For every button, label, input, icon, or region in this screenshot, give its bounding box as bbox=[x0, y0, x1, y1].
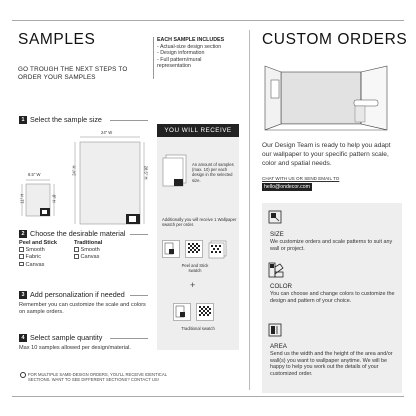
receive-samples-text: An amount of samples (max. 10) per each design in the selected size. bbox=[192, 162, 234, 183]
email-text: hello@ondecor.com bbox=[264, 184, 310, 190]
small-height-label: 11" H bbox=[19, 193, 25, 204]
checkbox[interactable] bbox=[19, 247, 24, 252]
material-traditional-column bbox=[74, 240, 102, 262]
stacked-samples-icon bbox=[162, 153, 188, 187]
window-icon bbox=[271, 80, 279, 98]
material-option[interactable]: Canvas bbox=[74, 254, 102, 261]
chat-label: CHAT WITH US OR SEND EMAIL TO bbox=[262, 176, 340, 181]
step3-rule bbox=[130, 295, 148, 296]
area-icon bbox=[268, 323, 282, 337]
traditional-swatch-label: Traditional swatch bbox=[181, 326, 215, 331]
step4-rule bbox=[110, 338, 148, 339]
material-option[interactable]: Canvas bbox=[19, 262, 57, 269]
material-option[interactable]: Smooth bbox=[19, 247, 57, 254]
material-peel-column bbox=[19, 240, 57, 269]
custom-intro: Our Design Team is ready to help you adapt our wallpaper to your specific pattern scale, color and spatial needs. bbox=[262, 142, 391, 167]
step3-text: Remember you can customize the scale and colors on sample orders. bbox=[19, 302, 146, 316]
small-width-label: 8.5" W bbox=[28, 172, 41, 177]
email-link[interactable] bbox=[262, 183, 312, 191]
footnote-icon bbox=[20, 372, 26, 378]
size-title: SIZE bbox=[270, 231, 284, 238]
samples-subtitle: GO TROUGH THE NEXT STEPS TO ORDER YOUR SAMPLES bbox=[18, 66, 128, 81]
sample-size-diagram bbox=[12, 125, 152, 230]
color-icon bbox=[268, 262, 284, 278]
room-illustration bbox=[259, 64, 399, 132]
samples-title: SAMPLES bbox=[18, 31, 96, 48]
checkbox[interactable] bbox=[74, 254, 79, 259]
receive-swatch-text: Additionally you will receive 1 Wallpaper swatch per order. bbox=[162, 217, 237, 228]
includes-item: - Design information bbox=[157, 50, 205, 57]
peel-swatch-icon bbox=[162, 240, 180, 258]
step4-text: Max 10 samples allowed per design/material. bbox=[19, 345, 131, 351]
step3-title bbox=[19, 290, 125, 299]
plus-sign: + bbox=[190, 280, 196, 290]
step3-label: Add personalization if needed bbox=[30, 290, 125, 299]
step1-number: 1 bbox=[19, 116, 27, 124]
small-height2-label: 8" H bbox=[51, 194, 57, 203]
large-height-label: 24" H bbox=[71, 165, 77, 176]
color-text: You can choose and change colors to customize the design and pattern of your choice. bbox=[270, 291, 395, 304]
size-icon bbox=[268, 210, 282, 224]
wallpaper-roll bbox=[354, 100, 378, 106]
peel-heading: Peel and Stick bbox=[19, 240, 57, 246]
step1-rule bbox=[110, 120, 148, 121]
checkbox[interactable] bbox=[74, 247, 79, 252]
includes-item: - Full pattern/mural representation bbox=[157, 56, 202, 70]
size-text: We customize orders and scale patterns to suit any wall or project. bbox=[270, 239, 393, 252]
step3-number: 3 bbox=[19, 291, 27, 299]
checkbox[interactable] bbox=[19, 262, 24, 267]
step2-label: Choose the desirable material bbox=[30, 229, 126, 238]
top-rule bbox=[12, 20, 404, 21]
column-divider bbox=[249, 30, 250, 390]
step4-label: Select sample quantity bbox=[30, 333, 103, 342]
step1-title bbox=[19, 115, 102, 124]
receive-heading: YOU WILL RECEIVE bbox=[164, 127, 232, 134]
step4-number: 4 bbox=[19, 334, 27, 342]
step2-number: 2 bbox=[19, 230, 27, 238]
peel-swatch-label: Peel and Stick swatch bbox=[181, 263, 209, 274]
area-title: AREA bbox=[270, 343, 287, 350]
area-text: Send us the width and the height of the area and/or wall(s) you want to wallpaper anytime. We will be happy to help you work out the details of your customized order. bbox=[270, 351, 393, 377]
includes-item: - Actual-size design section bbox=[157, 43, 222, 50]
includes-divider bbox=[153, 37, 154, 79]
custom-title: CUSTOM ORDERS bbox=[262, 31, 408, 48]
peel-pattern-icon bbox=[185, 240, 203, 258]
large-height2-label: 28.5" H bbox=[143, 165, 149, 180]
step2-title bbox=[19, 229, 126, 238]
bottom-rule bbox=[12, 396, 404, 397]
step1-label: Select the sample size bbox=[30, 115, 102, 124]
step2-rule bbox=[130, 234, 148, 235]
material-option[interactable]: Smooth bbox=[74, 247, 102, 254]
color-title: COLOR bbox=[270, 283, 293, 290]
traditional-swatch-icon bbox=[173, 303, 191, 321]
large-sample-sheet bbox=[80, 142, 140, 224]
receive-heading-bar bbox=[157, 124, 239, 137]
traditional-pattern-icon bbox=[196, 303, 214, 321]
step4-title bbox=[19, 333, 102, 342]
traditional-heading: Traditional bbox=[74, 240, 103, 246]
includes-heading: EACH SAMPLE INCLUDES bbox=[157, 37, 225, 43]
footnote-text: FOR MULTIPLE SAME-DESIGN ORDERS, YOU'LL RECEIVE IDENTICAL SECTIONS. WANT TO SEE DIFFERENT SECTIONS? CONTACT US! bbox=[28, 372, 167, 383]
checkbox[interactable] bbox=[19, 254, 24, 259]
peel-stack-icon bbox=[208, 240, 228, 260]
includes-box bbox=[157, 37, 239, 70]
material-option[interactable]: Fabric bbox=[19, 254, 57, 261]
large-width-label: 24" W bbox=[101, 130, 113, 135]
